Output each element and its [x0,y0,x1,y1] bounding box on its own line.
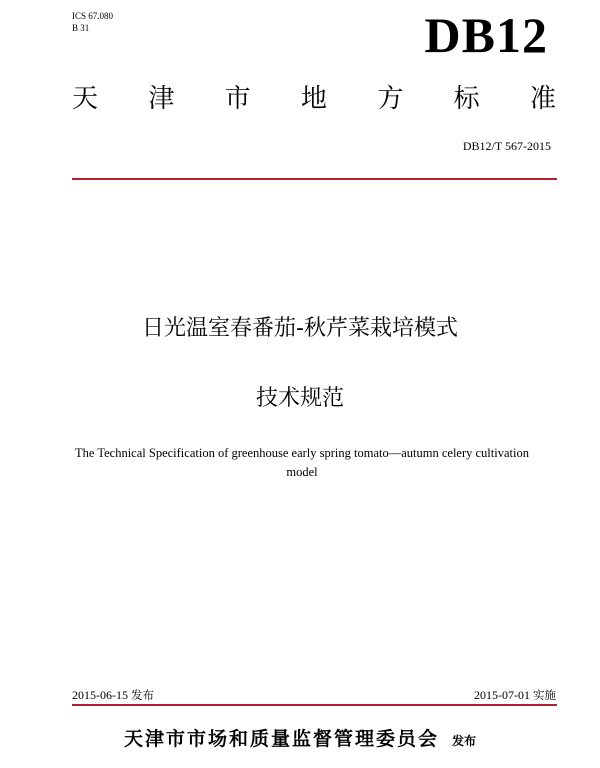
standard-type-char: 地 [300,84,327,114]
publish-date-block [72,687,154,703]
issuer-line [0,724,600,751]
ics-classification [72,10,113,34]
standard-type-char: 津 [148,84,175,114]
ics-code: ICS 67.080 [72,11,114,21]
publish-label: 发布 [131,688,154,702]
publish-date: 2015-06-15 [72,688,128,702]
standard-type-char: 市 [224,84,251,114]
standard-type-char: 方 [377,84,404,114]
bottom-divider [72,704,557,706]
standard-type-char: 天 [72,84,99,114]
english-title: The Technical Specification of greenhouse early spring tomato—autumn celery cultivation model [75,446,529,479]
standard-type-char: 准 [529,84,556,114]
standard-number: DB12/T 567-2015 [462,139,551,153]
standard-code-mark: DB12 [424,7,548,63]
issuer-suffix: 发布 [452,734,477,748]
top-divider [72,178,557,180]
standard-type-char: 标 [453,84,480,114]
standard-type-title [72,82,556,116]
category-code: B 31 [72,23,90,33]
chinese-title-line-1: 日光温室春番茄-秋芹菜栽培模式 [142,316,458,341]
implement-date: 2015-07-01 [474,688,530,702]
implement-label: 实施 [533,688,556,702]
issuer-name: 天津市市场和质量监督管理委员会 [123,728,439,750]
implement-date-block [474,687,556,703]
chinese-title-line-2: 技术规范 [255,386,344,411]
